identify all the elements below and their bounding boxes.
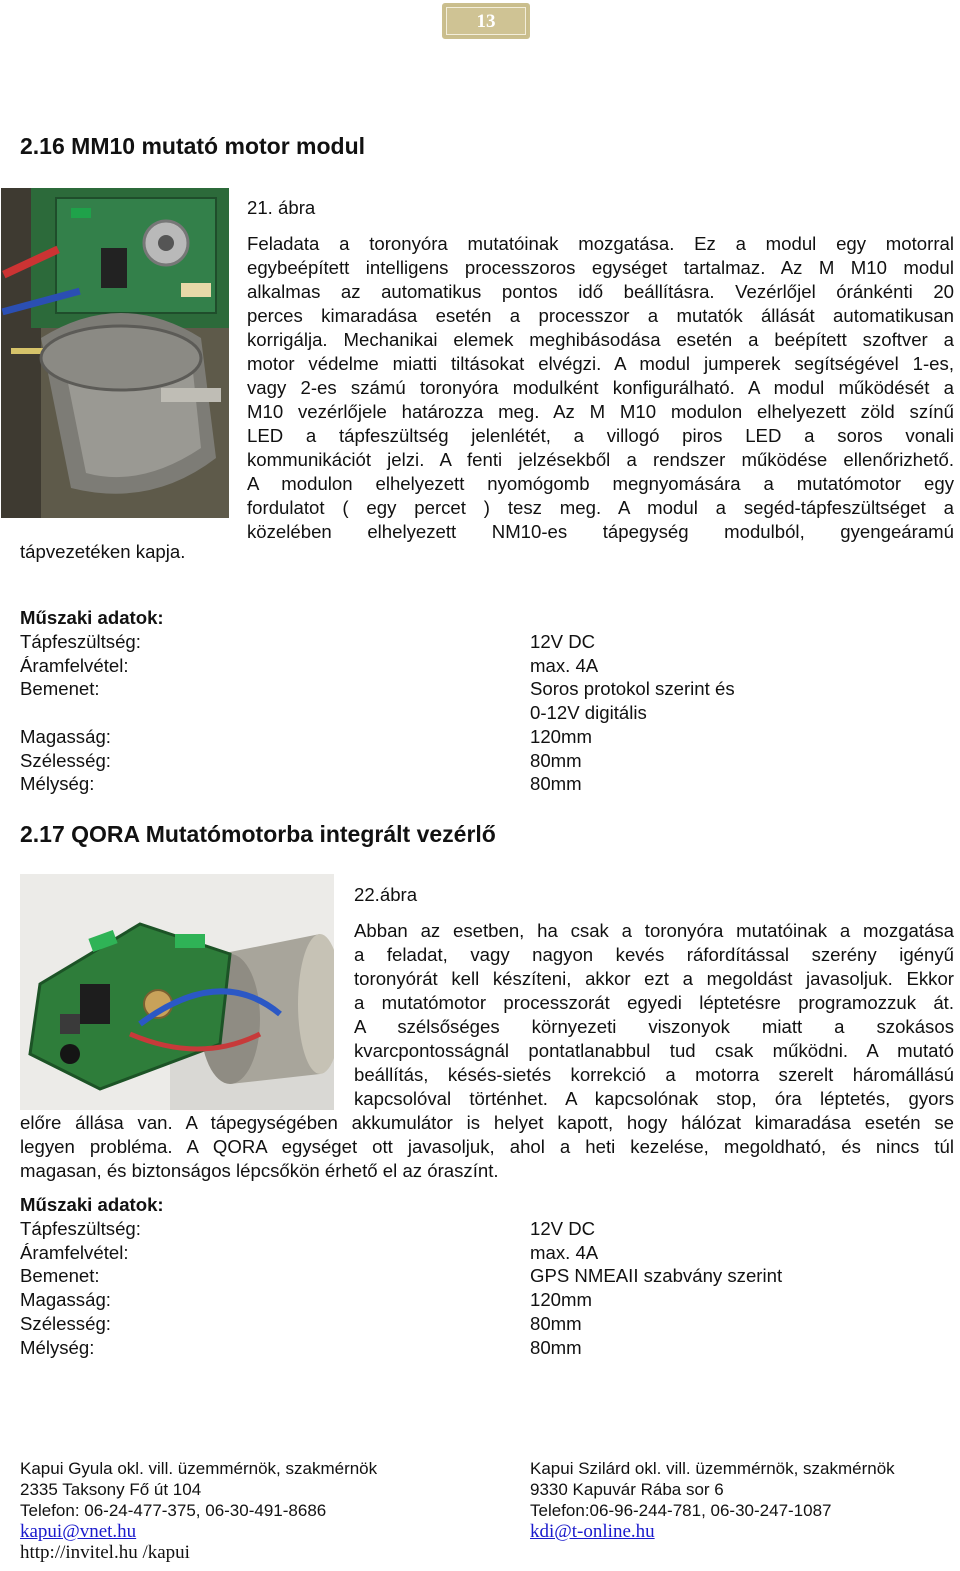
section-heading-2-17: 2.17 QORA Mutatómotorba integrált vezérlő bbox=[20, 821, 496, 847]
qora-module-photo bbox=[20, 874, 334, 1110]
footer-name: Kapui Gyula okl. vill. üzemmérnök, szakmérnök bbox=[20, 1459, 378, 1478]
paragraph-line: a feladat, vagy nagyon kevés ráfordítással szerény igényű bbox=[354, 944, 954, 965]
spec-label: Mélység: bbox=[20, 1336, 95, 1358]
specs-values-2 bbox=[530, 1217, 950, 1359]
paragraph-line: Abban az esetben, ha csak a toronyóra mutatóinak a mozgatása bbox=[354, 920, 954, 941]
spec-label: Tápfeszültség: bbox=[20, 1218, 141, 1239]
spec-value: Soros protokol szerint és bbox=[530, 678, 735, 700]
spec-label: Magasság: bbox=[20, 725, 111, 747]
footer-left bbox=[20, 1458, 510, 1563]
footer-phone: Telefon:06-96-244-781, 06-30-247-1087 bbox=[530, 1501, 832, 1520]
footer-address: 9330 Kapuvár Rába sor 6 bbox=[530, 1480, 724, 1499]
spec-label: Áramfelvétel: bbox=[20, 654, 129, 676]
paragraph-line: előre állása van. A tápegységében akkumulátor is helyet kapott, hogy hálózat kimaradása esetén se bbox=[20, 1112, 954, 1133]
footer-name: Kapui Szilárd okl. vill. üzemmérnök, szakmérnök bbox=[530, 1459, 895, 1478]
paragraph-line: toronyórát kell készíteni, akkor ezt a megoldást javasoljuk. Ekkor bbox=[354, 968, 954, 989]
spec-value: 80mm bbox=[530, 749, 582, 771]
paragraph-line: a mutatómotor processzorát egyedi léptetésre programozzuk át. bbox=[354, 992, 954, 1013]
footer-phone: Telefon: 06-24-477-375, 06-30-491-8686 bbox=[20, 1501, 327, 1520]
spec-value: max. 4A bbox=[530, 654, 599, 676]
spec-value: 80mm bbox=[530, 1312, 582, 1334]
spec-label bbox=[20, 701, 520, 725]
paragraph-line: egybeépített intelligens processzoros egységet tartalmaz. Az M M10 modul bbox=[247, 257, 954, 278]
paragraph-line: kapcsolóval történhet. A kapcsolónak stop, óra léptetés, gyors bbox=[354, 1088, 954, 1109]
spec-value: 120mm bbox=[530, 725, 593, 747]
paragraph-line: motor védelme miatti tiltásokat elvégzi. A modul jumperek segítségével 1-es, bbox=[247, 353, 954, 374]
paragraph-line: közelében elhelyezett NM10-es tápegység modulból, gyengeáramú bbox=[247, 521, 954, 542]
paragraph-line: M10 vezérlőjele határozza meg. Az M M10 modulon elhelyezett zöld színű bbox=[247, 401, 954, 422]
paragraph-line: magasan, és biztonságos lépcsőkön érhető el az óraszínt. bbox=[20, 1160, 499, 1181]
spec-value: GPS NMEAII szabvány szerint bbox=[530, 1265, 783, 1287]
section1-paragraph bbox=[247, 232, 954, 544]
spec-value: 80mm bbox=[530, 773, 582, 795]
footer-right bbox=[530, 1458, 950, 1542]
spec-label: Mélység: bbox=[20, 773, 95, 795]
paragraph-line: LED a tápfeszültség jelenlétét, a villogó piros LED a soros vonali bbox=[247, 425, 954, 446]
specs-labels-2 bbox=[20, 1217, 520, 1359]
mm10-photo-illustration bbox=[1, 188, 229, 518]
specs-title-2: Műszaki adatok: bbox=[20, 1194, 164, 1215]
mm10-module-photo bbox=[1, 188, 229, 518]
paragraph-line: A modulon elhelyezett nyomógomb megnyomására a mutatómotor egy bbox=[247, 473, 954, 494]
specs-title-1: Műszaki adatok: bbox=[20, 607, 164, 628]
spec-value: max. 4A bbox=[530, 1241, 599, 1263]
paragraph-tail: tápvezetéken kapja. bbox=[20, 541, 186, 562]
footer-email-link[interactable]: kapui@vnet.hu bbox=[20, 1521, 137, 1542]
figure-caption-22: 22.ábra bbox=[354, 884, 418, 905]
spec-value: 12V DC bbox=[530, 631, 596, 652]
footer-address: 2335 Taksony Fő út 104 bbox=[20, 1480, 202, 1499]
spec-label: Tápfeszültség: bbox=[20, 631, 141, 652]
spec-label: Bemenet: bbox=[20, 1265, 100, 1287]
figure-caption-21: 21. ábra bbox=[247, 197, 316, 218]
paragraph-line: kvarcpontosságnál pontatlanabbul tud csak működni. A mutató bbox=[354, 1040, 954, 1061]
spec-label: Bemenet: bbox=[20, 678, 100, 700]
spec-value: 80mm bbox=[530, 1336, 582, 1358]
paragraph-line: A szélsőséges környezeti viszonyok miatt a szokásos bbox=[354, 1016, 954, 1037]
spec-label: Magasság: bbox=[20, 1289, 111, 1311]
spec-value: 0-12V digitális bbox=[530, 702, 647, 724]
footer-web[interactable]: http://invitel.hu /kapui bbox=[20, 1542, 190, 1563]
paragraph-line: kommunikációt jelzi. A fenti jelzésekből a rendszer működése ellenőrizhető. bbox=[247, 449, 954, 470]
paragraph-line: perces kimaradása esetén a processzor a mutatók állását automatikusan bbox=[247, 305, 954, 326]
section-heading-2-16: 2.16 MM10 mutató motor modul bbox=[20, 133, 366, 159]
spec-value: 12V DC bbox=[530, 1218, 596, 1239]
specs-labels-1 bbox=[20, 630, 520, 796]
specs-values-1 bbox=[530, 630, 950, 796]
paragraph-line: korrigálja. Mechanikai elemek meghibásodása esetén a beépített szoftver a bbox=[247, 329, 954, 350]
paragraph-line: legyen probléma. A QORA egységet ott javasoljuk, ahol a heti kezelése, megoldható, és nincs túl bbox=[20, 1136, 954, 1157]
page-number-badge bbox=[442, 3, 530, 39]
paragraph-line: alkalmas az automatikus pontos idő beállításra. Vezérlőjel óránkénti 20 bbox=[247, 281, 954, 302]
paragraph-line: vagy 2-es számú toronyóra modulként konfigurálható. A modul működését a bbox=[247, 377, 954, 398]
section2-paragraph-full bbox=[20, 1111, 954, 1183]
spec-label: Áramfelvétel: bbox=[20, 1241, 129, 1263]
page-number: 13 bbox=[446, 7, 526, 35]
spec-label: Szélesség: bbox=[20, 1312, 111, 1334]
paragraph-line: fordulatot ( egy percet ) tesz meg. A modul a segéd-tápfeszültséget a bbox=[247, 497, 954, 518]
footer-email-link[interactable]: kdi@t-online.hu bbox=[530, 1521, 655, 1542]
section2-paragraph-wrapped bbox=[354, 919, 954, 1111]
qora-photo-illustration bbox=[20, 874, 334, 1110]
paragraph-line: beállítás, késés-sietés korrekció a motorra szerelt háromállású bbox=[354, 1064, 954, 1085]
spec-value: 120mm bbox=[530, 1289, 593, 1311]
spec-label: Szélesség: bbox=[20, 749, 111, 771]
paragraph-line: Feladata a toronyóra mutatóinak mozgatása. Ez a modul egy motorral bbox=[247, 233, 954, 254]
